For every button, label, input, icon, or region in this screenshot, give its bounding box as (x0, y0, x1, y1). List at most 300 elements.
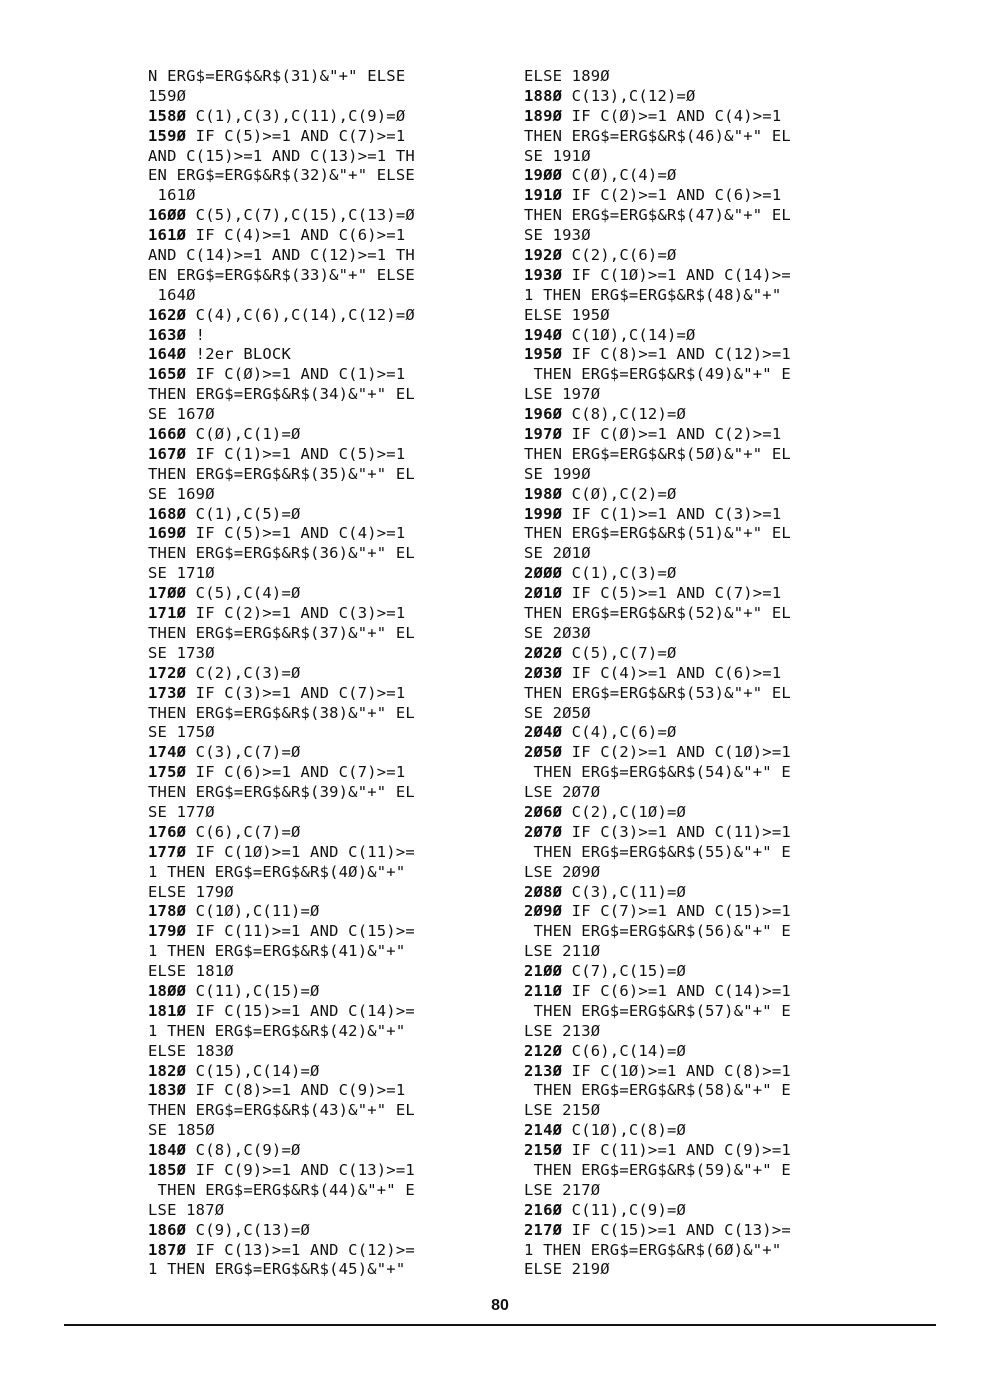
code-line (524, 803, 874, 823)
line-number: 2Ø8Ø (524, 882, 563, 901)
code-line (524, 107, 874, 127)
code-text: IF C(7)>=1 AND C(15)>=1 (562, 902, 791, 921)
code-line (148, 67, 498, 87)
code-line (148, 1002, 498, 1022)
code-line (148, 166, 498, 186)
code-text: C(3),C(7)=Ø (186, 743, 301, 762)
code-text: ELSE 181Ø (148, 962, 234, 981)
code-line (524, 982, 874, 1002)
code-text: SE 175Ø (148, 723, 215, 742)
code-line (524, 1022, 874, 1042)
code-text: EN ERG$=ERG$&R$(33)&"+" ELSE (148, 265, 415, 284)
code-text: C(2),C(6)=Ø (562, 246, 677, 265)
code-text: 1 THEN ERG$=ERG$&R$(41)&"+" (148, 942, 406, 961)
code-text: THEN ERG$=ERG$&R$(44)&"+" E (148, 1180, 415, 1199)
code-line (148, 405, 498, 425)
code-text: IF C(6)>=1 AND C(7)>=1 (186, 763, 406, 782)
code-line (148, 246, 498, 266)
code-line (524, 624, 874, 644)
code-line (148, 942, 498, 962)
code-text: THEN ERG$=ERG$&R$(55)&"+" E (524, 842, 791, 861)
code-text: THEN ERG$=ERG$&R$(35)&"+" EL (148, 464, 415, 483)
code-line (524, 1062, 874, 1082)
code-text: 164Ø (148, 285, 196, 304)
code-text: IF C(Ø)>=1 AND C(4)>=1 (562, 106, 782, 125)
line-number: 217Ø (524, 1220, 563, 1239)
code-text: C(4),C(6)=Ø (562, 723, 677, 742)
code-line (148, 147, 498, 167)
code-line (524, 783, 874, 803)
code-text: SE 2Ø5Ø (524, 703, 591, 722)
code-line (524, 843, 874, 863)
code-line (148, 783, 498, 803)
code-text: C(5),C(7)=Ø (562, 643, 677, 662)
code-line (524, 863, 874, 883)
code-line (148, 544, 498, 564)
code-text: SE 2Ø1Ø (524, 544, 591, 563)
code-text: C(6),C(14)=Ø (562, 1041, 687, 1060)
code-line (148, 644, 498, 664)
code-text: IF C(11)>=1 AND C(15)>= (186, 922, 415, 941)
code-line (524, 604, 874, 624)
code-text: ELSE 219Ø (524, 1260, 610, 1279)
code-line (524, 584, 874, 604)
code-text: N ERG$=ERG$&R$(31)&"+" ELSE (148, 67, 406, 85)
code-line (148, 883, 498, 903)
code-text: 1 THEN ERG$=ERG$&R$(4Ø)&"+" (148, 862, 406, 881)
code-text: LSE 213Ø (524, 1021, 601, 1040)
code-text: THEN ERG$=ERG$&R$(5Ø)&"+" EL (524, 444, 791, 463)
line-number: 183Ø (148, 1081, 187, 1100)
line-number: 187Ø (148, 1240, 187, 1259)
line-number: 2Ø3Ø (524, 663, 563, 682)
code-line (148, 684, 498, 704)
code-text: THEN ERG$=ERG$&R$(46)&"+" EL (524, 126, 791, 145)
code-text: THEN ERG$=ERG$&R$(47)&"+" EL (524, 206, 791, 225)
code-line (148, 1260, 498, 1280)
code-line (148, 127, 498, 147)
line-number: 19ØØ (524, 166, 563, 185)
code-line (524, 246, 874, 266)
line-number: 181Ø (148, 1001, 187, 1020)
code-text: C(3),C(11)=Ø (562, 882, 687, 901)
code-text: THEN ERG$=ERG$&R$(34)&"+" EL (148, 385, 415, 404)
line-number: 161Ø (148, 226, 187, 245)
code-text: EN ERG$=ERG$&R$(32)&"+" ELSE (148, 166, 415, 185)
line-number: 171Ø (148, 604, 187, 623)
code-line (148, 823, 498, 843)
code-line (524, 1002, 874, 1022)
code-text: AND C(14)>=1 AND C(12)>=1 TH (148, 246, 415, 265)
code-text: IF C(5)>=1 AND C(7)>=1 (186, 126, 406, 145)
code-text: C(8),C(12)=Ø (562, 405, 687, 424)
code-text: C(Ø),C(1)=Ø (186, 425, 301, 444)
code-line (148, 664, 498, 684)
code-text: SE 177Ø (148, 802, 215, 821)
code-text: C(2),C(1Ø)=Ø (562, 802, 687, 821)
line-number: 178Ø (148, 902, 187, 921)
code-line (524, 226, 874, 246)
code-line (524, 723, 874, 743)
code-text: THEN ERG$=ERG$&R$(54)&"+" E (524, 763, 791, 782)
footer-rule (64, 1324, 936, 1326)
line-number: 191Ø (524, 186, 563, 205)
line-number: 211Ø (524, 981, 563, 1000)
code-line (524, 1042, 874, 1062)
code-line (148, 763, 498, 783)
line-number: 162Ø (148, 305, 187, 324)
code-line (524, 763, 874, 783)
line-number: 168Ø (148, 504, 187, 523)
code-line (524, 266, 874, 286)
code-line (524, 1141, 874, 1161)
code-text: 1 THEN ERG$=ERG$&R$(48)&"+" (524, 285, 782, 304)
code-line (148, 843, 498, 863)
code-line (148, 1042, 498, 1062)
code-line (524, 564, 874, 584)
line-number: 189Ø (524, 106, 563, 125)
code-text: THEN ERG$=ERG$&R$(38)&"+" EL (148, 703, 415, 722)
code-text: SE 191Ø (524, 146, 591, 165)
line-number: 2Ø9Ø (524, 902, 563, 921)
code-line (148, 704, 498, 724)
code-text: C(Ø),C(4)=Ø (562, 166, 677, 185)
line-number: 216Ø (524, 1200, 563, 1219)
code-text: C(Ø),C(2)=Ø (562, 484, 677, 503)
line-number: 2Ø7Ø (524, 822, 563, 841)
code-text: THEN ERG$=ERG$&R$(53)&"+" EL (524, 683, 791, 702)
code-line (148, 1201, 498, 1221)
code-line (148, 1181, 498, 1201)
code-text: IF C(9)>=1 AND C(13)>=1 (186, 1160, 415, 1179)
code-line (148, 505, 498, 525)
line-number: 179Ø (148, 922, 187, 941)
code-line (524, 704, 874, 724)
code-line (524, 942, 874, 962)
code-text: C(15),C(14)=Ø (186, 1061, 320, 1080)
code-text: IF C(5)>=1 AND C(4)>=1 (186, 524, 406, 543)
code-text: THEN ERG$=ERG$&R$(36)&"+" EL (148, 544, 415, 563)
line-number: 2Ø2Ø (524, 643, 563, 662)
code-line (524, 823, 874, 843)
code-line (148, 87, 498, 107)
code-text: THEN ERG$=ERG$&R$(59)&"+" E (524, 1160, 791, 1179)
code-text: IF C(2)>=1 AND C(6)>=1 (562, 186, 782, 205)
code-text: LSE 217Ø (524, 1180, 601, 1199)
code-line (148, 524, 498, 544)
line-number: 17ØØ (148, 584, 187, 603)
code-line (524, 385, 874, 405)
code-text: LSE 2Ø9Ø (524, 862, 601, 881)
code-text: C(7),C(15)=Ø (562, 962, 687, 981)
code-text: LSE 197Ø (524, 385, 601, 404)
code-line (148, 564, 498, 584)
code-text: THEN ERG$=ERG$&R$(51)&"+" EL (524, 524, 791, 543)
line-number: 188Ø (524, 86, 563, 105)
code-text: IF C(2)>=1 AND C(1Ø)>=1 (562, 743, 791, 762)
code-line (148, 982, 498, 1002)
line-number: 197Ø (524, 425, 563, 444)
code-line (524, 902, 874, 922)
code-line (148, 345, 498, 365)
code-text: AND C(15)>=1 AND C(13)>=1 TH (148, 146, 415, 165)
code-line (524, 1221, 874, 1241)
code-line (524, 544, 874, 564)
code-text: IF C(1)>=1 AND C(3)>=1 (562, 504, 782, 523)
code-text: IF C(1)>=1 AND C(5)>=1 (186, 444, 406, 463)
code-line (148, 485, 498, 505)
code-line (148, 743, 498, 763)
code-text: 159Ø (148, 86, 187, 105)
code-line (524, 425, 874, 445)
code-line (148, 1022, 498, 1042)
code-line (148, 107, 498, 127)
line-number: 2Ø1Ø (524, 584, 563, 603)
code-line (524, 1181, 874, 1201)
code-line (524, 345, 874, 365)
code-line (524, 922, 874, 942)
code-text: IF C(4)>=1 AND C(6)>=1 (186, 226, 406, 245)
code-text: ELSE 195Ø (524, 305, 610, 324)
code-text: THEN ERG$=ERG$&R$(39)&"+" EL (148, 783, 415, 802)
code-line (148, 584, 498, 604)
code-line (524, 505, 874, 525)
line-number: 163Ø (148, 325, 187, 344)
code-line (148, 226, 498, 246)
line-number: 196Ø (524, 405, 563, 424)
code-text: THEN ERG$=ERG$&R$(43)&"+" EL (148, 1101, 415, 1120)
line-number: 182Ø (148, 1061, 187, 1080)
line-number: 164Ø (148, 345, 187, 364)
code-text: ELSE 183Ø (148, 1041, 234, 1060)
line-number: 193Ø (524, 265, 563, 284)
code-line (148, 624, 498, 644)
line-number: 176Ø (148, 822, 187, 841)
code-line (524, 67, 874, 87)
code-line (148, 306, 498, 326)
code-line (524, 445, 874, 465)
code-line (524, 684, 874, 704)
line-number: 185Ø (148, 1160, 187, 1179)
code-text: C(1Ø),C(8)=Ø (562, 1121, 687, 1140)
line-number: 2Ø5Ø (524, 743, 563, 762)
code-line (524, 485, 874, 505)
code-text: C(13),C(12)=Ø (562, 86, 696, 105)
code-text: IF C(5)>=1 AND C(7)>=1 (562, 584, 782, 603)
code-text: IF C(11)>=1 AND C(9)>=1 (562, 1141, 791, 1160)
code-line (148, 803, 498, 823)
code-line (524, 743, 874, 763)
code-line (148, 1241, 498, 1261)
code-line (524, 664, 874, 684)
code-text: THEN ERG$=ERG$&R$(37)&"+" EL (148, 623, 415, 642)
code-text: C(5),C(4)=Ø (186, 584, 301, 603)
line-number: 212Ø (524, 1041, 563, 1060)
code-text: ELSE 179Ø (148, 882, 234, 901)
code-text: 1 THEN ERG$=ERG$&R$(45)&"+" (148, 1260, 406, 1279)
code-text: IF C(15)>=1 AND C(13)>= (562, 1220, 791, 1239)
code-text: IF C(Ø)>=1 AND C(1)>=1 (186, 365, 406, 384)
line-number: 175Ø (148, 763, 187, 782)
line-number: 199Ø (524, 504, 563, 523)
code-line (148, 206, 498, 226)
code-line (148, 1101, 498, 1121)
code-line (524, 1081, 874, 1101)
line-number: 166Ø (148, 425, 187, 444)
line-number: 214Ø (524, 1121, 563, 1140)
code-text: C(1),C(5)=Ø (186, 504, 301, 523)
code-column-left (148, 67, 498, 1280)
code-line (524, 1121, 874, 1141)
code-line (524, 465, 874, 485)
line-number: 194Ø (524, 325, 563, 344)
line-number: 167Ø (148, 444, 187, 463)
page-number: 80 (491, 1297, 509, 1314)
code-text: IF C(15)>=1 AND C(14)>= (186, 1001, 415, 1020)
code-line (148, 604, 498, 624)
code-line (524, 883, 874, 903)
code-text: LSE 215Ø (524, 1101, 601, 1120)
code-line (148, 266, 498, 286)
code-text: LSE 187Ø (148, 1200, 225, 1219)
code-text: SE 199Ø (524, 464, 591, 483)
code-line (524, 1241, 874, 1261)
line-number: 198Ø (524, 484, 563, 503)
code-text: THEN ERG$=ERG$&R$(58)&"+" E (524, 1081, 791, 1100)
line-number: 158Ø (148, 106, 187, 125)
code-text: THEN ERG$=ERG$&R$(52)&"+" EL (524, 604, 791, 623)
code-line (524, 286, 874, 306)
code-text: LSE 211Ø (524, 942, 601, 961)
code-text: SE 169Ø (148, 484, 215, 503)
code-line (524, 326, 874, 346)
code-line (148, 902, 498, 922)
line-number: 192Ø (524, 246, 563, 265)
line-number: 2Ø6Ø (524, 802, 563, 821)
code-text: IF C(4)>=1 AND C(6)>=1 (562, 663, 782, 682)
line-number: 215Ø (524, 1141, 563, 1160)
code-line (524, 87, 874, 107)
code-line (148, 445, 498, 465)
code-text: SE 173Ø (148, 643, 215, 662)
code-line (524, 644, 874, 664)
code-line (524, 365, 874, 385)
code-text: THEN ERG$=ERG$&R$(56)&"+" E (524, 922, 791, 941)
code-line (524, 147, 874, 167)
code-text: SE 171Ø (148, 564, 215, 583)
code-text: IF C(1Ø)>=1 AND C(11)>= (186, 842, 415, 861)
code-line (524, 1201, 874, 1221)
line-number: 2Ø4Ø (524, 723, 563, 742)
code-line (148, 1141, 498, 1161)
code-text: THEN ERG$=ERG$&R$(57)&"+" E (524, 1001, 791, 1020)
code-line (524, 206, 874, 226)
code-line (524, 1161, 874, 1181)
line-number: 184Ø (148, 1141, 187, 1160)
code-text: IF C(8)>=1 AND C(9)>=1 (186, 1081, 406, 1100)
code-text: C(1),C(3),C(11),C(9)=Ø (186, 106, 406, 125)
code-text: C(8),C(9)=Ø (186, 1141, 301, 1160)
code-text: IF C(3)>=1 AND C(7)>=1 (186, 683, 406, 702)
code-text: IF C(8)>=1 AND C(12)>=1 (562, 345, 791, 364)
code-text: C(1Ø),C(11)=Ø (186, 902, 320, 921)
code-text: ! (186, 325, 206, 344)
line-number: 21ØØ (524, 962, 563, 981)
code-line (148, 385, 498, 405)
code-text: SE 2Ø3Ø (524, 623, 591, 642)
code-text: ELSE 189Ø (524, 67, 610, 85)
code-text: C(2),C(3)=Ø (186, 663, 301, 682)
code-text: SE 167Ø (148, 405, 215, 424)
code-line (148, 465, 498, 485)
code-text: 161Ø (148, 186, 196, 205)
code-text: IF C(6)>=1 AND C(14)>=1 (562, 981, 791, 1000)
code-line (524, 524, 874, 544)
code-text: SE 185Ø (148, 1121, 215, 1140)
code-text: SE 193Ø (524, 226, 591, 245)
code-text: C(6),C(7)=Ø (186, 822, 301, 841)
line-number: 195Ø (524, 345, 563, 364)
line-number: 2ØØØ (524, 564, 563, 583)
code-line (148, 1221, 498, 1241)
code-line (148, 286, 498, 306)
code-text: C(11),C(15)=Ø (186, 981, 320, 1000)
code-line (524, 306, 874, 326)
line-number: 18ØØ (148, 981, 187, 1000)
code-line (148, 1062, 498, 1082)
code-text: IF C(1Ø)>=1 AND C(14)>= (562, 265, 791, 284)
code-text: IF C(3)>=1 AND C(11)>=1 (562, 822, 791, 841)
code-line (524, 166, 874, 186)
line-number: 165Ø (148, 365, 187, 384)
code-text: 1 THEN ERG$=ERG$&R$(6Ø)&"+" (524, 1240, 782, 1259)
code-column-right (524, 67, 874, 1280)
code-text: C(11),C(9)=Ø (562, 1200, 687, 1219)
line-number: 174Ø (148, 743, 187, 762)
code-text: C(9),C(13)=Ø (186, 1220, 311, 1239)
line-number: 159Ø (148, 126, 187, 145)
line-number: 172Ø (148, 663, 187, 682)
code-line (148, 186, 498, 206)
line-number: 186Ø (148, 1220, 187, 1239)
code-text: LSE 2Ø7Ø (524, 783, 601, 802)
code-line (524, 405, 874, 425)
code-line (148, 922, 498, 942)
code-line (148, 1081, 498, 1101)
code-text: IF C(Ø)>=1 AND C(2)>=1 (562, 425, 782, 444)
code-line (524, 127, 874, 147)
code-text: IF C(1Ø)>=1 AND C(8)>=1 (562, 1061, 791, 1080)
line-number: 177Ø (148, 842, 187, 861)
code-line (524, 1260, 874, 1280)
line-number: 173Ø (148, 683, 187, 702)
code-text: THEN ERG$=ERG$&R$(49)&"+" E (524, 365, 791, 384)
line-number: 169Ø (148, 524, 187, 543)
code-line (148, 365, 498, 385)
code-line (148, 863, 498, 883)
code-line (148, 962, 498, 982)
code-line (524, 186, 874, 206)
code-text: C(1),C(3)=Ø (562, 564, 677, 583)
code-text: C(5),C(7),C(15),C(13)=Ø (186, 206, 415, 225)
code-text: !2er BLOCK (186, 345, 291, 364)
code-text: 1 THEN ERG$=ERG$&R$(42)&"+" (148, 1021, 406, 1040)
code-line (148, 723, 498, 743)
line-number: 16ØØ (148, 206, 187, 225)
code-text: C(1Ø),C(14)=Ø (562, 325, 696, 344)
code-line (148, 1121, 498, 1141)
code-text: IF C(2)>=1 AND C(3)>=1 (186, 604, 406, 623)
